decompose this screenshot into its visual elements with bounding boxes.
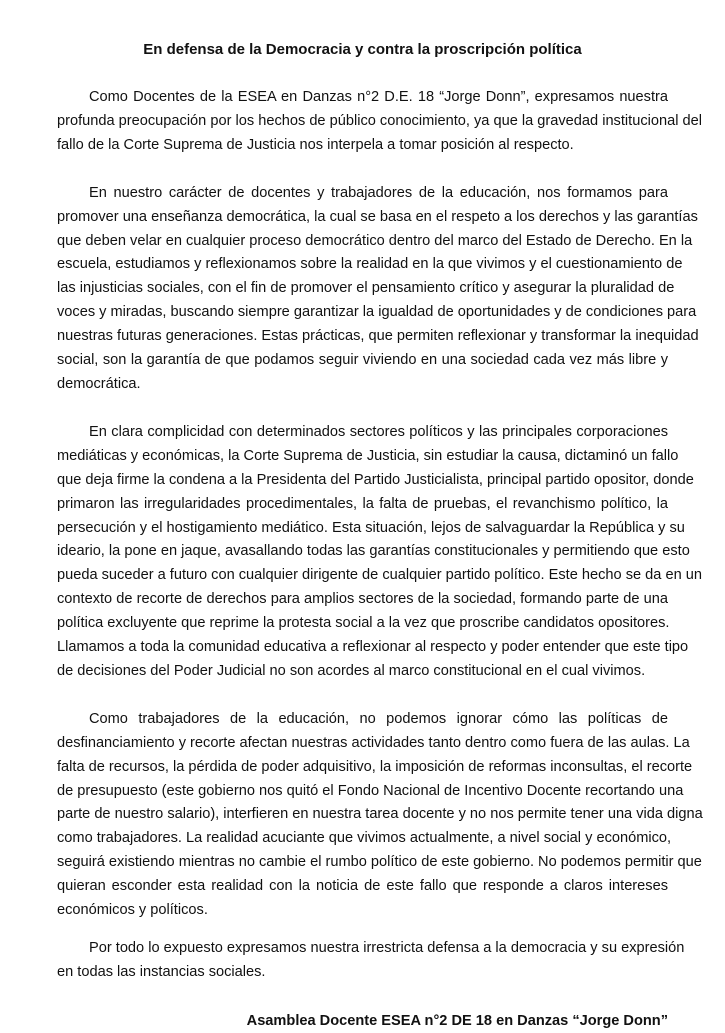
paragraph-line: Como Docentes de la ESEA en Danzas n°2 D.E. 18 “Jorge Donn”, expresamos nuestra (89, 89, 668, 105)
paragraph-2 (57, 182, 699, 397)
paragraph-line: en todas las instancias sociales. (57, 963, 266, 980)
paragraph-line: desfinanciamiento y recorte afectan nuestras actividades tanto dentro como fuera de las aulas. La (57, 734, 690, 751)
paragraph-line: falta de recursos, la pérdida de poder adquisitivo, la imposición de reformas inconsultas, el recorte (57, 758, 693, 775)
paragraph-5 (57, 937, 685, 985)
paragraph-line: económicos y políticos. (57, 902, 208, 919)
paragraph-line: política excluyente que reprime la protesta social a la vez que proscribe candidatos opositores. (57, 615, 670, 632)
paragraph-line: de decisiones del Poder Judicial no son acordes al marco constitucional en el cual vivimos. (57, 662, 646, 679)
paragraph-line: que deben velar en cualquier proceso democrático dentro del marco del Estado de Derecho. En la (57, 232, 693, 249)
paragraph-line: En clara complicidad con determinados sectores políticos y las principales corporaciones (89, 423, 668, 440)
paragraph-line: Llamamos a toda la comunidad educativa a reflexionar al respecto y poder entender que este tipo (57, 639, 689, 656)
paragraph-line: Por todo lo expuesto expresamos nuestra irrestricta defensa a la democracia y su expresión (89, 940, 685, 956)
paragraph-line: fallo de la Corte Suprema de Justicia nos interpela a tomar posición al respecto. (57, 136, 574, 153)
paragraph-line: Como trabajadores de la educación, no podemos ignorar cómo las políticas de (89, 710, 668, 727)
paragraph-line: nuestras futuras generaciones. Estas prácticas, que permiten reflexionar y transformar la inequidad (57, 328, 699, 345)
paragraph-line: que deja firme la condena a la Presidenta del Partido Justicialista, principal partido opositor, donde (57, 471, 694, 488)
paragraph-line: social, son la garantía de que podamos seguir viviendo en una sociedad cada vez más libre y (57, 352, 668, 369)
paragraph-3 (57, 421, 702, 684)
paragraph-line: mediáticas y económicas, la Corte Suprema de Justicia, sin estudiar la causa, dictaminó un fallo (57, 447, 679, 464)
paragraph-line: primaron las irregularidades procedimentales, la falta de pruebas, el revanchismo político, la (57, 495, 668, 512)
paragraph-4 (57, 708, 703, 923)
paragraph-line: las injusticias sociales, con el fin de promover el pensamiento crítico y asegurar la pluralidad de (57, 280, 675, 297)
signature: Asamblea Docente ESEA n°2 DE 18 en Danzas “Jorge Donn” (246, 1012, 668, 1029)
document-body (57, 86, 703, 985)
paragraph-line: ideario, la pone en jaque, avasallando todas las garantías constitucionales y permitiendo que esto (57, 543, 690, 560)
paragraph-line: promover una enseñanza democrática, la cual se basa en el respeto a los derechos y las garantías (57, 208, 698, 225)
paragraph-line: seguirá existiendo mientras no cambie el rumbo político de este gobierno. No podemos permitir que (57, 854, 702, 871)
paragraph-line: parte de nuestro salario), interfieren en nuestra tarea docente y no nos permite tener una vida digna (57, 806, 703, 823)
paragraph-1 (57, 86, 702, 158)
document-title: En defensa de la Democracia y contra la proscripción política (143, 41, 582, 58)
paragraph-line: persecución y el hostigamiento mediático. Esta situación, lejos de salvaguardar la República y su (57, 519, 685, 536)
document-page (57, 38, 703, 1033)
paragraph-line: En nuestro carácter de docentes y trabajadores de la educación, nos formamos para (89, 184, 668, 201)
paragraph-line: de presupuesto (este gobierno nos quitó el Fondo Nacional de Incentivo Docente recortando una (57, 782, 684, 799)
paragraph-line: profunda preocupación por los hechos de público conocimiento, ya que la gravedad institucional del (57, 112, 702, 129)
paragraph-line: democrática. (57, 375, 141, 392)
paragraph-line: quieran esconder esta realidad con la noticia de este fallo que responde a claros intereses (57, 878, 668, 895)
paragraph-line: voces y miradas, buscando siempre garantizar la igualdad de oportunidades y de condiciones para (57, 304, 697, 321)
paragraph-line: escuela, estudiamos y reflexionamos sobre la realidad en la que vivimos y el cuestionamiento de (57, 256, 683, 273)
paragraph-line: contexto de recorte de derechos para amplios sectores de la sociedad, formando parte de una (57, 591, 668, 608)
paragraph-line: pueda suceder a futuro con cualquier dirigente de cualquier partido político. Este hecho se da en un (57, 567, 702, 584)
paragraph-line: como trabajadores. La realidad acuciante que vivimos actualmente, a nivel social y económico, (57, 830, 672, 847)
